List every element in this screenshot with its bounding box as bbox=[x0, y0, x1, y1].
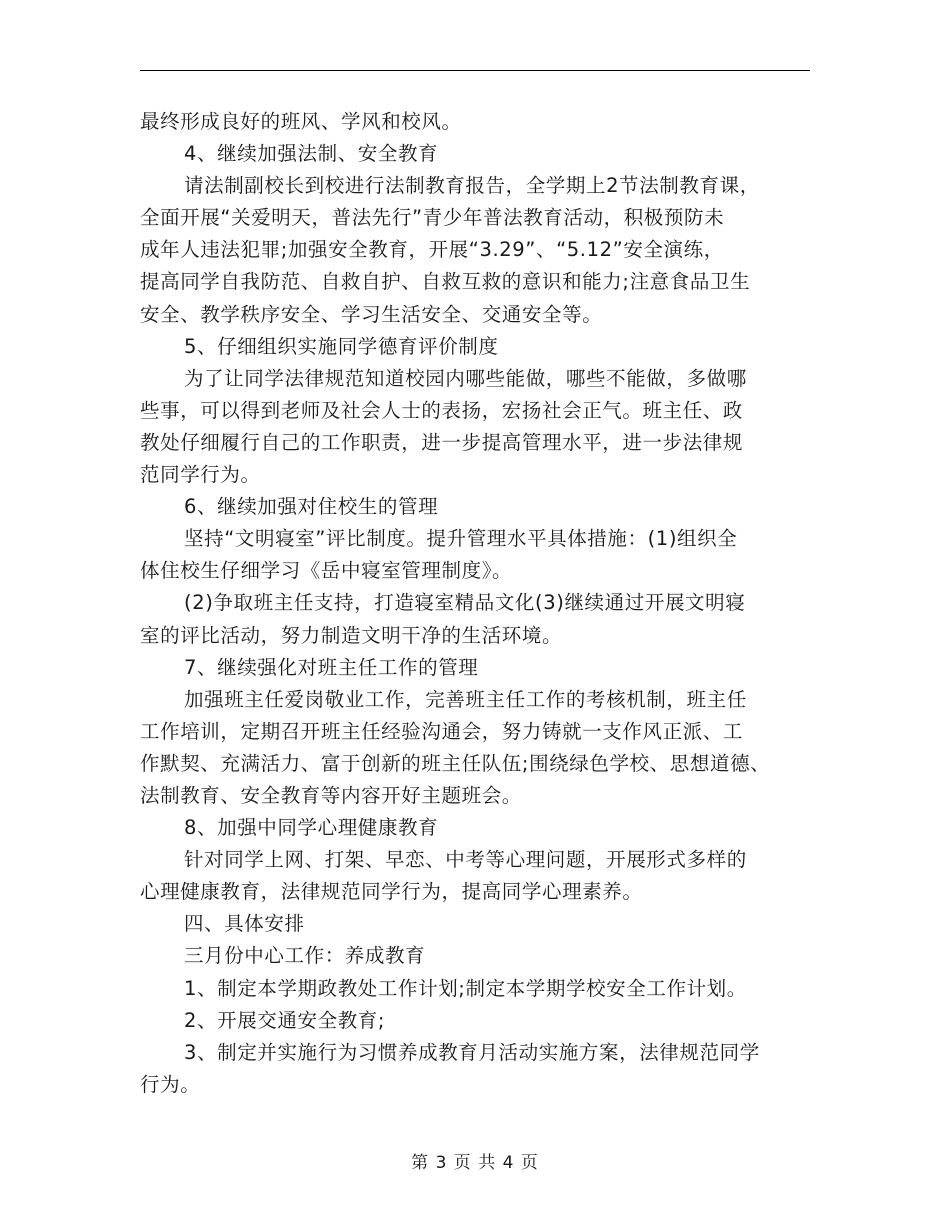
text-line: 室的评比活动，努力制造文明干净的生活环境。 bbox=[140, 623, 563, 647]
text-line: 安全、教学秩序安全、学习生活安全、交通安全等。 bbox=[140, 302, 603, 326]
text-line: 4、继续加强法制、安全教育 bbox=[184, 142, 439, 166]
text-line: 心理健康教育，法律规范同学行为，提高同学心理素养。 bbox=[140, 880, 643, 904]
text-line: 为了让同学法律规范知道校园内哪些能做，哪些不能做，多做哪 bbox=[184, 366, 747, 390]
text-line: 行为。 bbox=[140, 1072, 201, 1096]
text-line: 工作培训，定期召开班主任经验沟通会，努力铸就一支作风正派、工 bbox=[140, 719, 744, 743]
text-line: 教处仔细履行自己的工作职责，进一步提高管理水平，进一步法律规 bbox=[140, 430, 744, 454]
page-footer: 第 3 页 共 4 页 bbox=[411, 1153, 539, 1173]
text-line: 作默契、充满活力、富于创新的班主任队伍;围绕绿色学校、思想道德、 bbox=[140, 751, 771, 775]
text-line: 6、继续加强对住校生的管理 bbox=[184, 495, 439, 519]
text-line: 三月份中心工作：养成教育 bbox=[184, 944, 426, 968]
text-line: 提高同学自我防范、自救自护、自救互救的意识和能力;注意食品卫生 bbox=[140, 270, 751, 294]
text-line: 坚持“文明寝室”评比制度。提升管理水平具体措施：(1)组织全 bbox=[184, 527, 738, 551]
header-rule bbox=[140, 70, 810, 71]
text-line: 2、开展交通安全教育; bbox=[184, 1008, 386, 1032]
text-line: 法制教育、安全教育等内容开好主题班会。 bbox=[140, 783, 522, 807]
text-line: 全面开展“关爱明天，普法先行”青少年普法教育活动，积极预防未 bbox=[140, 206, 725, 230]
text-line: 请法制副校长到校进行法制教育报告，全学期上2节法制教育课， bbox=[184, 174, 760, 198]
text-line: 加强班主任爱岗敬业工作，完善班主任工作的考核机制，班主任 bbox=[184, 687, 747, 711]
text-line: 7、继续强化对班主任工作的管理 bbox=[184, 655, 479, 679]
text-line: 范同学行为。 bbox=[140, 463, 261, 487]
text-line: 成年人违法犯罪;加强安全教育，开展“3.29”、“5.12”安全演练， bbox=[140, 238, 724, 262]
body-text bbox=[140, 106, 820, 1101]
text-line: 体住校生仔细学习《岳中寝室管理制度》。 bbox=[140, 559, 513, 583]
text-line: 3、制定并实施行为习惯养成教育月活动实施方案，法律规范同学 bbox=[184, 1040, 760, 1064]
text-line: 最终形成良好的班风、学风和校风。 bbox=[140, 110, 462, 133]
text-line: 四、具体安排 bbox=[184, 912, 305, 936]
text-line: 针对同学上网、打架、早恋、中考等心理问题，开展形式多样的 bbox=[184, 848, 747, 872]
text-line: 8、加强中同学心理健康教育 bbox=[184, 816, 439, 840]
text-line: 1、制定本学期政教处工作计划;制定本学期学校安全工作计划。 bbox=[184, 976, 747, 1000]
text-line: 些事，可以得到老师及社会人士的表扬，宏扬社会正气。班主任、政 bbox=[140, 398, 744, 422]
text-line: 5、仔细组织实施同学德育评价制度 bbox=[184, 334, 499, 358]
text-line: (2)争取班主任支持，打造寝室精品文化(3)继续通过开展文明寝 bbox=[184, 591, 746, 615]
